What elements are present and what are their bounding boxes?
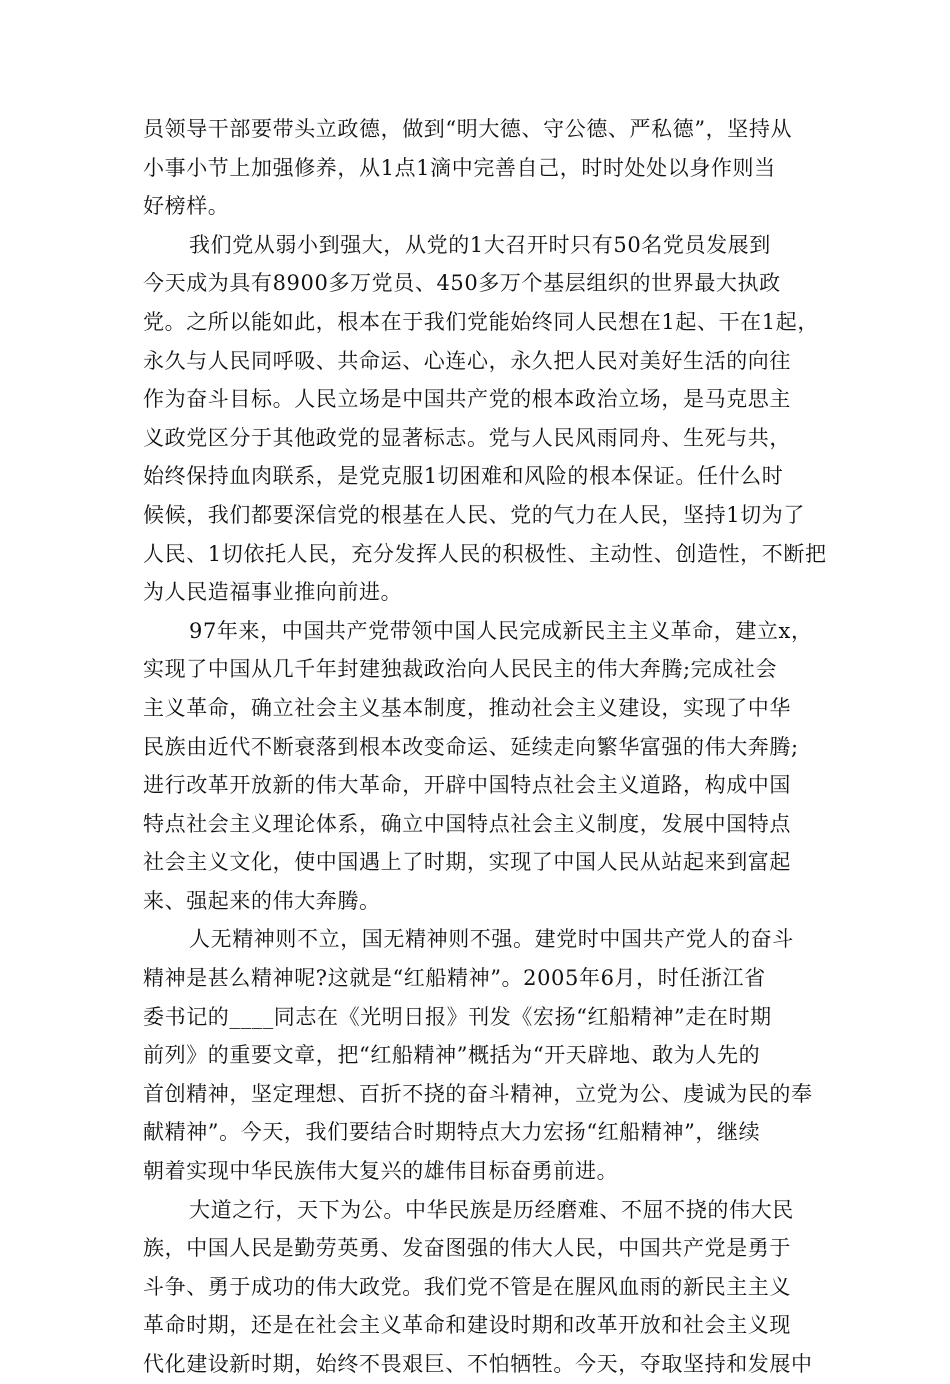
text-line: 前列》的重要文章，把“红船精神”概括为“开天辟地、敢为人先的 (143, 1043, 761, 1068)
text-line: 献精神”。今天，我们要结合时期特点大力宏扬“红船精神”，继续 (143, 1120, 761, 1145)
text-line: 特点社会主义理论体系，确立中国特点社会主义制度，发展中国特点 (143, 811, 791, 836)
paragraph-3 (143, 612, 815, 921)
text-line: 员领导干部要带头立政德，做到“明大德、守公德、严私德”，坚持从 (143, 117, 793, 141)
text-line: 民族由近代不断衰落到根本改变命运、延续走向繁华富强的伟大奔腾; (143, 734, 799, 759)
text-line: 首创精神，坚定理想、百折不挠的奋斗精神，立党为公、虔诚为民的奉 (143, 1081, 813, 1106)
text-line: 族，中国人民是勤劳英勇、发奋图强的伟大人民，中国共产党是勇于 (143, 1236, 791, 1261)
text-line: 义政党区分于其他政党的显著标志。党与人民风雨同舟、生死与共， (143, 425, 791, 450)
text-line: 斗争、勇于成功的伟大政党。我们党不管是在腥风血雨的新民主主义 (143, 1274, 791, 1299)
text-line: 朝着实现中华民族伟大复兴的雄伟目标奋勇前进。 (143, 1159, 619, 1184)
paragraph-5 (143, 1191, 815, 1384)
paragraph-1 (143, 110, 815, 226)
text-line: 实现了中国从几千年封建独裁政治向人民民主的伟大奔腾;完成社会 (143, 657, 778, 682)
text-line: 代化建设新时期，始终不畏艰巨、不怕牺牲。今天，夺取坚持和发展中 (143, 1352, 813, 1376)
text-line: 今天成为具有8900多万党员、450多万个基层组织的世界最大执政 (143, 271, 781, 296)
text-line: 主义革命，确立社会主义基本制度，推动社会主义建设，实现了中华 (143, 695, 791, 720)
text-line: 大道之行，天下为公。中华民族是历经磨难、不屈不挠的伟大民 (189, 1197, 794, 1222)
text-line: 为人民造福事业推向前进。 (143, 580, 403, 605)
text-line: 委书记的____同志在《光明日报》刊发《宏扬“红船精神”走在时期 (143, 1004, 772, 1029)
paragraph-4 (143, 920, 815, 1190)
text-line: 97年来，中国共产党带领中国人民完成新民主主义革命，建立x， (189, 618, 813, 643)
text-line: 小事小节上加强修养，从1点1滴中完善自己，时时处处以身作则当 (143, 155, 776, 180)
text-line: 来、强起来的伟大奔腾。 (143, 888, 381, 913)
text-line: 我们党从弱小到强大，从党的1大召开时只有50名党员发展到 (189, 232, 771, 257)
text-line: 好榜样。 (143, 194, 230, 219)
text-line: 社会主义文化，使中国遇上了时期，实现了中国人民从站起来到富起 (143, 850, 791, 875)
text-line: 进行改革开放新的伟大革命，开辟中国特点社会主义道路，构成中国 (143, 773, 791, 798)
text-line: 作为奋斗目标。人民立场是中国共产党的根本政治立场，是马克思主 (143, 387, 791, 412)
text-line: 永久与人民同呼吸、共命运、心连心，永久把人民对美好生活的向往 (143, 348, 791, 373)
text-line: 候候，我们都要深信党的根基在人民、党的气力在人民，坚持1切为了 (143, 502, 805, 527)
text-line: 革命时期，还是在社会主义革命和建设时期和改革开放和社会主义现 (143, 1313, 791, 1338)
paragraph-2 (143, 226, 827, 612)
text-line: 始终保持血肉联系，是党克服1切困难和风险的根本保证。任什么时 (143, 464, 784, 489)
text-line: 人无精神则不立，国无精神则不强。建党时中国共产党人的奋斗 (189, 927, 794, 952)
document-body (143, 110, 827, 1384)
text-line: 精神是甚么精神呢?这就是“红船精神”。2005年6月，时任浙江省 (143, 966, 766, 991)
text-line: 党。之所以能如此，根本在于我们党能始终同人民想在1起、干在1起， (143, 309, 819, 334)
text-line: 人民、1切依托人民，充分发挥人民的积极性、主动性、创造性，不断把 (143, 541, 827, 566)
